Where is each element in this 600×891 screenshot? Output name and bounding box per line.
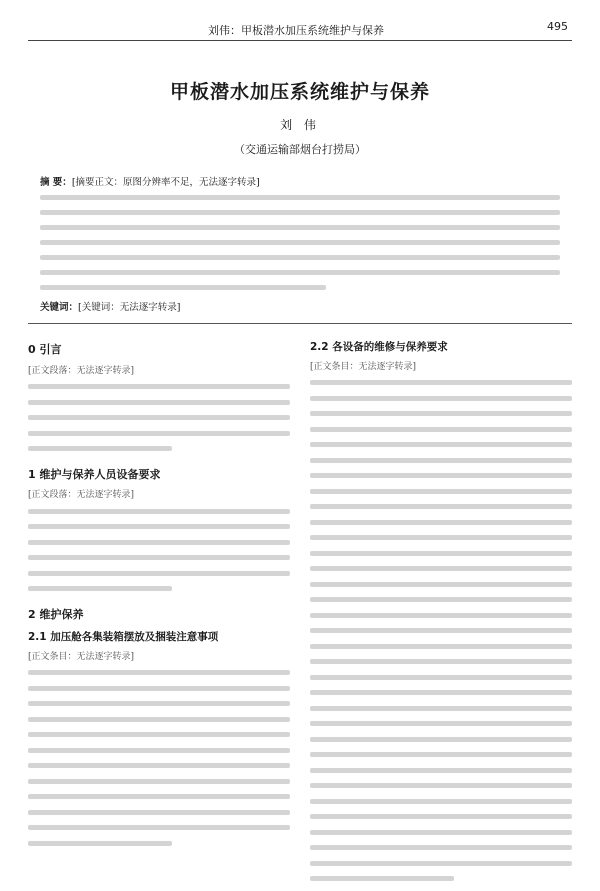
abstract-lines [40,190,560,295]
text-line-placeholder [310,701,572,717]
section-body [28,364,290,457]
article-title: 甲板潜水加压系统维护与保养 [169,81,430,103]
section-heading: 2.1 加压舱各集装箱摆放及捆装注意事项 [28,631,219,643]
text-line-placeholder [28,805,290,821]
text-line-placeholder [28,379,290,395]
section-body-note: [正文段落：无法逐字转录] [28,490,135,500]
right-column [310,332,572,891]
text-line-placeholder [28,581,290,597]
text-line-placeholder [28,789,290,805]
section-body [310,360,572,887]
text-line-placeholder [28,410,290,426]
text-line-placeholder [40,280,560,295]
text-line-placeholder [310,670,572,686]
text-line-placeholder [310,654,572,670]
text-line-placeholder [28,566,290,582]
text-line-placeholder [310,840,572,856]
text-line-placeholder [310,530,572,546]
text-line-placeholder [310,422,572,438]
article-author: 刘 伟 [280,118,320,132]
text-line-placeholder [28,712,290,728]
text-line-placeholder [310,592,572,608]
text-line-placeholder [28,836,290,852]
text-line-placeholder [28,681,290,697]
text-line-placeholder [310,468,572,484]
text-line-placeholder [310,716,572,732]
text-line-placeholder [310,871,572,887]
text-line-placeholder [310,515,572,531]
text-line-placeholder [28,426,290,442]
text-line-placeholder [310,763,572,779]
left-column [28,332,290,891]
text-line-placeholder [28,535,290,551]
text-line-placeholder [310,453,572,469]
text-line-placeholder [40,265,560,280]
text-line-placeholder [28,820,290,836]
running-head-title: 刘伟：甲板潜水加压系统维护与保养 [208,24,384,37]
divider [28,323,572,324]
text-line-placeholder [28,727,290,743]
text-line-placeholder [28,696,290,712]
text-line-placeholder [28,395,290,411]
text-line-placeholder [28,743,290,759]
text-line-placeholder [310,577,572,593]
section-body-note: [正文段落：无法逐字转录] [28,365,135,376]
abstract-text: [摘要正文：原图分辨率不足，无法逐字转录] [71,177,260,188]
text-line-placeholder [310,484,572,500]
text-line-placeholder [310,747,572,763]
text-line-placeholder [28,519,290,535]
text-line-placeholder [310,437,572,453]
text-line-placeholder [40,235,560,250]
section-body [28,488,290,597]
section-heading: 2.2 各设备的维修与保养要求 [310,341,448,353]
text-line-placeholder [310,546,572,562]
text-line-placeholder [310,623,572,639]
abstract-label: 摘 要： [40,177,72,188]
text-line-placeholder [40,205,560,220]
keywords [40,299,560,313]
section-heading: 0 引言 [28,343,62,356]
text-line-placeholder [310,825,572,841]
text-line-placeholder [310,732,572,748]
abstract [40,175,560,295]
text-line-placeholder [310,809,572,825]
text-line-placeholder [28,504,290,520]
text-line-placeholder [310,639,572,655]
body-columns [28,332,572,891]
text-line-placeholder [40,220,560,235]
section-body-note: [正文条目：无法逐字转录] [310,361,417,372]
page-number: 495 [547,20,568,33]
text-line-placeholder [40,190,560,205]
text-line-placeholder [310,406,572,422]
text-line-placeholder [28,550,290,566]
text-line-placeholder [28,665,290,681]
text-line-placeholder [310,794,572,810]
keywords-text: [关键词：无法逐字转录] [78,302,181,313]
keywords-label: 关键词： [40,302,79,313]
text-line-placeholder [310,561,572,577]
section-body [28,650,290,852]
text-line-placeholder [310,778,572,794]
running-head [28,18,572,41]
text-line-placeholder [40,250,560,265]
text-line-placeholder [310,391,572,407]
section-heading: 1 维护与保养人员设备要求 [28,467,161,481]
text-line-placeholder [310,608,572,624]
text-line-placeholder [28,758,290,774]
text-line-placeholder [310,856,572,872]
text-line-placeholder [28,774,290,790]
text-line-placeholder [28,441,290,457]
text-line-placeholder [310,375,572,391]
text-line-placeholder [310,499,572,515]
section-heading: 2 维护保养 [28,607,84,621]
text-line-placeholder [310,685,572,701]
article-affiliation: （交通运输部烟台打捞局） [234,143,366,156]
section-body-note: [正文条目：无法逐字转录] [28,651,135,662]
